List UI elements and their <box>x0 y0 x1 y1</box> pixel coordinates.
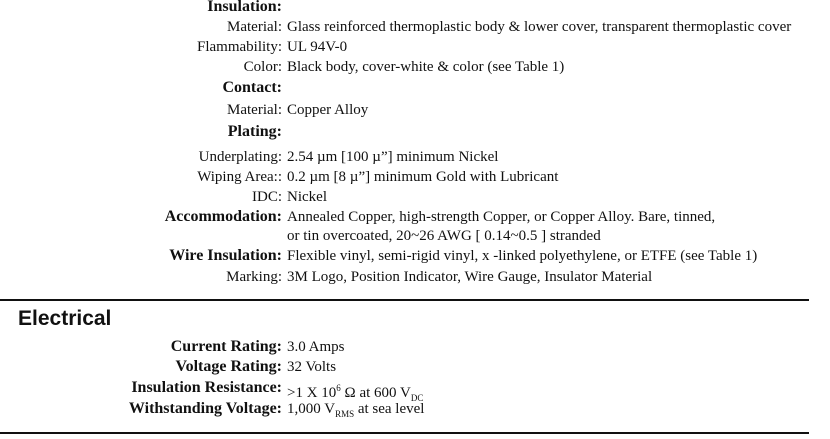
withstand-subscript: RMS <box>335 409 355 419</box>
withstand-value-a: 1,000 V <box>287 401 336 417</box>
underplating-label: Underplating: <box>198 149 282 165</box>
marking-label: Marking: <box>226 269 282 285</box>
resistance-value-b: Ω at 600 V <box>340 385 411 401</box>
plating-heading-row <box>0 122 830 142</box>
resistance-exponent: 6 <box>336 383 341 393</box>
marking-row <box>0 267 830 287</box>
contact-heading: Contact: <box>222 79 282 96</box>
current-rating-row <box>0 337 830 357</box>
idc-value: Nickel <box>287 189 327 205</box>
accommodation-row <box>0 207 830 227</box>
withstand-value-b: at sea level <box>354 401 425 417</box>
bottom-divider <box>0 432 809 434</box>
wire-insulation-value: Flexible vinyl, semi-rigid vinyl, x -linked polyethylene, or ETFE (see Table 1) <box>287 248 758 264</box>
idc-label: IDC: <box>252 189 282 205</box>
accommodation-value-line2: or tin overcoated, 20~26 AWG [ 0.14~0.5 ] stranded <box>287 228 601 244</box>
section-divider <box>0 299 809 301</box>
color-label: Color: <box>243 59 282 75</box>
insulation-resistance-label: Insulation Resistance: <box>131 379 282 396</box>
underplating-row <box>0 147 830 167</box>
electrical-section-title: Electrical <box>18 307 112 330</box>
withstanding-voltage-row <box>0 399 830 419</box>
contact-material-value: Copper Alloy <box>287 102 369 118</box>
color-value: Black body, cover-white & color (see Table 1) <box>287 59 565 75</box>
voltage-rating-row <box>0 357 830 377</box>
voltage-rating-value: 32 Volts <box>287 359 337 375</box>
marking-value: 3M Logo, Position Indicator, Wire Gauge, Insulator Material <box>287 269 653 285</box>
current-rating-label: Current Rating: <box>170 338 282 355</box>
insulation-material-row <box>0 17 830 37</box>
contact-heading-row <box>0 78 830 98</box>
accommodation-value-line1: Annealed Copper, high-strength Copper, or Copper Alloy. Bare, tinned, <box>287 209 716 225</box>
withstanding-voltage-label: Withstanding Voltage: <box>128 400 282 417</box>
accommodation-row-2 <box>0 226 830 246</box>
plating-heading: Plating: <box>227 123 282 140</box>
insulation-heading-row <box>0 0 830 17</box>
insulation-resistance-row <box>0 378 830 403</box>
wire-insulation-label: Wire Insulation: <box>169 247 282 264</box>
accommodation-label: Accommodation: <box>164 208 282 225</box>
underplating-value: 2.54 µm [100 µ”] minimum Nickel <box>287 149 499 165</box>
flammability-row <box>0 37 830 57</box>
wiping-area-row <box>0 167 830 187</box>
resistance-value-a: >1 X 10 <box>287 385 337 401</box>
flammability-label: Flammability: <box>197 39 282 55</box>
contact-material-row <box>0 100 830 120</box>
flammability-value: UL 94V-0 <box>287 39 348 55</box>
insulation-material-value: Glass reinforced thermoplastic body & lower cover, transparent thermoplastic cover <box>287 19 792 35</box>
idc-row <box>0 187 830 207</box>
resistance-subscript: DC <box>410 393 424 403</box>
wiping-area-value: 0.2 µm [8 µ”] minimum Gold with Lubricant <box>287 169 559 185</box>
color-row <box>0 57 830 77</box>
insulation-heading: Insulation: <box>207 0 282 15</box>
withstanding-voltage-value <box>287 399 424 424</box>
current-rating-value: 3.0 Amps <box>287 339 345 355</box>
contact-material-label: Material: <box>227 102 282 118</box>
wiping-area-label: Wiping Area:: <box>197 169 282 185</box>
voltage-rating-label: Voltage Rating: <box>175 358 282 375</box>
wire-insulation-row <box>0 246 830 266</box>
insulation-material-label: Material: <box>227 19 282 35</box>
